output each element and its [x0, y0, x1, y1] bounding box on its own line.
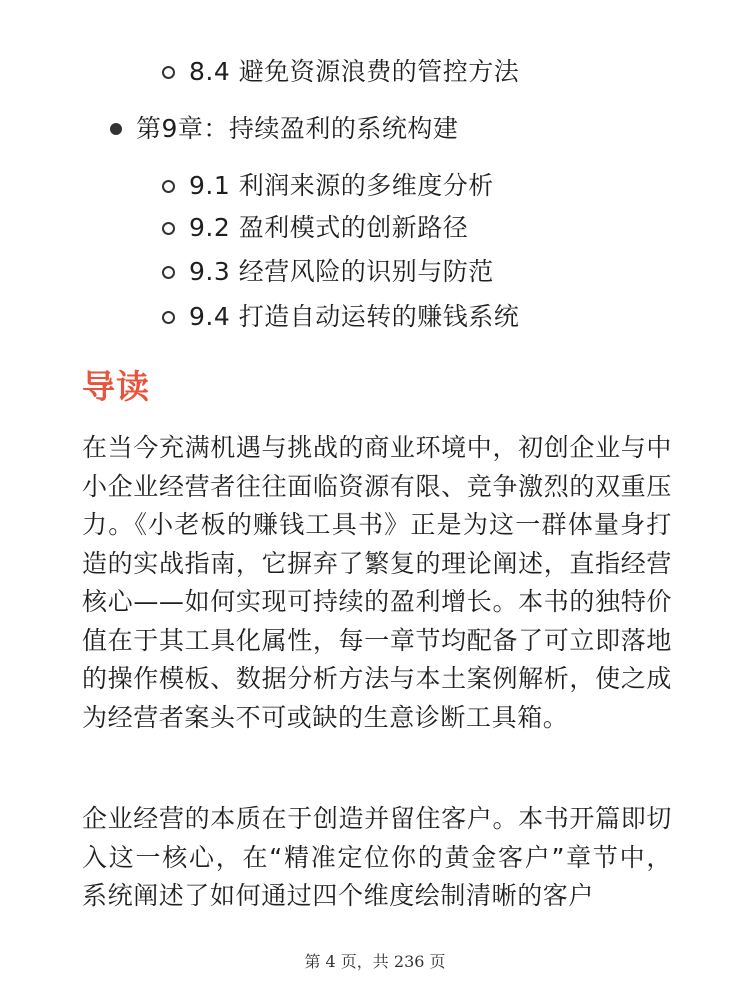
toc-item-text: 9.2 盈利模式的创新路径 — [189, 213, 469, 242]
toc-item-text: 第9章：持续盈利的系统构建 — [136, 114, 459, 143]
toc-item-text: 9.4 打造自动运转的赚钱系统 — [189, 302, 520, 331]
filled-bullet-icon — [110, 123, 122, 135]
page-number-footer: 第 4 页，共 236 页 — [304, 952, 446, 971]
hollow-bullet-icon — [162, 266, 175, 279]
toc-item-text: 8.4 避免资源浪费的管控方法 — [189, 57, 520, 86]
toc-item-9-3 — [162, 254, 494, 290]
paragraph-customers: 企业经营的本质在于创造并留住客户。本书开篇即切入这一核心，在“精准定位你的黄金客户”章节中，系统阐述了如何通过四个维度绘制清晰的客户 — [82, 804, 672, 910]
toc-item-8-4 — [162, 54, 519, 90]
hollow-bullet-icon — [162, 222, 175, 235]
hollow-bullet-icon — [162, 311, 175, 324]
toc-item-text: 9.3 经营风险的识别与防范 — [189, 257, 494, 286]
toc-item-9-2 — [162, 210, 468, 246]
hollow-bullet-icon — [162, 66, 175, 79]
toc-item-9-1 — [162, 168, 494, 204]
toc-chapter-9 — [110, 111, 458, 147]
toc-item-9-4 — [162, 299, 519, 335]
paragraph-intro: 在当今充满机遇与挑战的商业环境中，初创企业与中小企业经营者往往面临资源有限、竞争激烈的双重压力。《小老板的赚钱工具书》正是为这一群体量身打造的实战指南，它摒弃了繁复的理论阐述，直指经营核心——如何实现可持续的盈利增长。本书的独特价值在于其工具化属性，每一章节均配备了可立即落地的操作模板、数据分析方法与本土案例解析，使之成为经营者案头不可或缺的生意诊断工具箱。 — [82, 433, 672, 732]
section-heading: 导读 — [82, 367, 150, 406]
hollow-bullet-icon — [162, 180, 175, 193]
toc-item-text: 9.1 利润来源的多维度分析 — [189, 171, 494, 200]
